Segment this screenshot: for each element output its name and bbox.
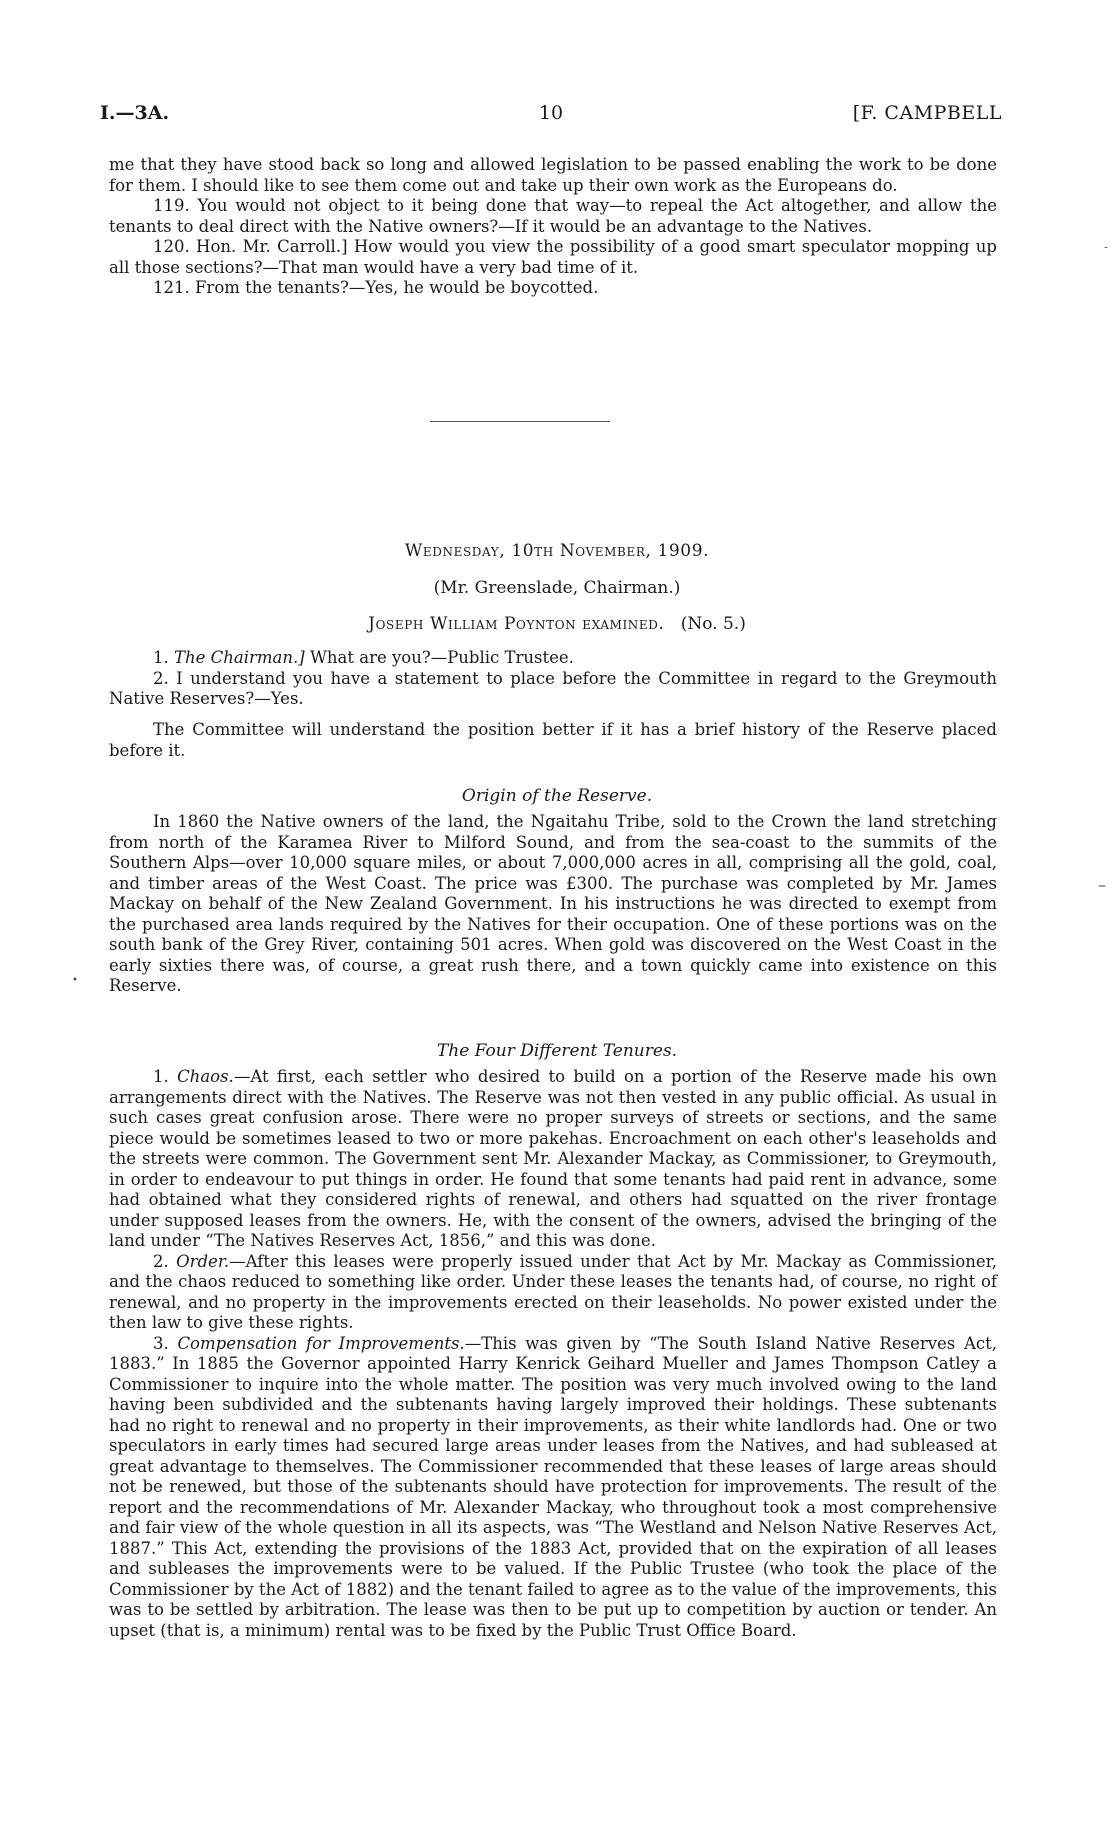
continued-evidence xyxy=(109,155,997,299)
margin-mark: • xyxy=(72,975,78,986)
origin-paragraph: In 1860 the Native owners of the land, the Ngaitahu Tribe, sold to the Crown the land stretching from north of the Karamea River to Milford Sound, and from the sea-coast to the summits of the Southern Alps—over 10,000 square miles, or about 7,000,000 acres in all, comprising all the gold, coal, and timber areas of the West Coast. The price was £300. The purchase was completed by Mr. James Mackay on behalf of the New Zealand Government. In his instructions he was directed to exempt from the purchased area lands required by the Natives for their occupation. One of these portions was on the south bank of the Grey River, containing 501 acres. When gold was discovered on the West Coast in the early sixties there was, of course, a great rush there, and a town quickly came into existence on this Reserve. xyxy=(109,812,997,995)
section-divider xyxy=(430,421,610,422)
question-1 xyxy=(109,648,997,669)
question-number: 1. xyxy=(153,648,169,667)
question-text: What are you?—Public Trustee. xyxy=(309,648,574,667)
paragraph: me that they have stood back so long and allowed legislation to be passed enabling the work to be done for them. I should like to see them come out and take up their own work as the Europeans do. xyxy=(109,155,997,195)
opening-questions xyxy=(109,648,997,710)
question-120: 120. Hon. Mr. Carroll.] How would you view the possibility of a good smart speculator mopping up all those sections?—That man would have a very bad time of it. xyxy=(109,237,997,277)
witness-name: Joseph William Poynton examined. xyxy=(368,614,665,634)
speaker: The Chairman.] xyxy=(174,648,305,667)
margin-mark: – xyxy=(1098,875,1106,894)
tenure-compensation: 3. Compensation for Improvements.—This was given by “The South Island Native Reserves Act, 1883.” In 1885 the Governor appointed Harry Kenrick Geihard Mueller and James Thompson Catley a Commissioner to inquire into the whole matter. The position was very much involved owing to the land having been subdivided and the subtenants having largely improved their holdings. These subtenants had no right to renewal and no property in their improvements, as their white landlords had. One or two speculators in early times had secured large areas under leases from the Natives, and had subleased at great advantage to themselves. The Commissioner recommended that these leases of large areas should not be renewed, but those of the subtenants should have protection for improvements. The result of the report and the recommendations of Mr. Alexander Mackay, who throughout took a most comprehensive and fair view of the whole question in all its aspects, was “The Westland and Nelson Native Reserves Act, 1887.” This Act, extending the provisions of the 1883 Act, provided that on the expiration of all leases and subleases the improvements were to be valued. If the Public Trustee (who took the place of the Commissioner by the Act of 1882) and the tenant failed to agree as to the value of the improvements, this was to be settled by arbitration. The lease was then to be put up to competition by auction or tender. An upset (that is, a minimum) rental was to be fixed by the Public Trust Office Board. xyxy=(109,1333,997,1640)
session-date: Wednesday, 10th November, 1909. xyxy=(404,541,710,561)
origin-heading: Origin of the Reserve. xyxy=(461,786,653,806)
margin-mark: - xyxy=(1103,240,1108,254)
question-121: 121. From the tenants?—Yes, he would be boycotted. xyxy=(153,278,599,297)
tenure-chaos: 1. Chaos.—At first, each settler who desired to build on a portion of the Reserve made his own arrangements direct with the Natives. The Reserve was not then vested in any public official. As usual in such cases great confusion arose. There were no proper surveys of streets or sections, and the same piece would be sometimes leased to two or more pakehas. Encroachment on each other's leaseholds and the streets were common. The Government sent Mr. Alexander Mackay, as Commissioner, to Greymouth, in order to endeavour to put things in order. He found that some tenants had paid rent in advance, some had obtained what they considered rights of renewal, and others had squatted on the river frontage under supposed leases from the owners. He, with the consent of the owners, advised the bringing of the land under “The Natives Reserves Act, 1856,” and this was done. xyxy=(109,1067,997,1250)
page-number: 10 xyxy=(538,102,564,124)
tenures-heading: The Four Different Tenures. xyxy=(436,1041,678,1061)
tenure-title: Compensation for Improvements. xyxy=(177,1333,465,1353)
page-header xyxy=(100,102,1002,132)
question-2: 2. I understand you have a statement to place before the Committee in regard to the Greymouth Native Reserves?—Yes. xyxy=(109,668,997,708)
tenure-title: Chaos. xyxy=(177,1067,234,1086)
tenure-title: Order. xyxy=(176,1251,230,1271)
intro-paragraph: The Committee will understand the position better if it has a brief history of the Reserve placed before it. xyxy=(109,720,997,760)
tenures-section xyxy=(109,1067,997,1641)
witness-line xyxy=(0,614,1114,634)
question-119: 119. You would not object to it being done that way—to repeal the Act altogether, and allow the tenants to deal direct with the Native owners?—If it would be an advantage to the Natives. xyxy=(109,196,997,236)
witness-number: (No. 5.) xyxy=(680,614,746,634)
parliamentary-paper-ref: I.—3A. xyxy=(100,102,170,124)
tenure-order: 2. Order.—After this leases were properly issued under that Act by Mr. Mackay as Commissioner, and the chaos reduced to something like order. Under these leases the tenants had, of course, no right of renewal, and no property in the improvements erected on their leaseholds. No power existed under the then law to give these rights. xyxy=(109,1251,997,1332)
origin-section xyxy=(109,812,997,997)
witness-running-head: [F. CAMPBELL xyxy=(852,102,1002,124)
session-chairman: (Mr. Greenslade, Chairman.) xyxy=(433,578,681,598)
